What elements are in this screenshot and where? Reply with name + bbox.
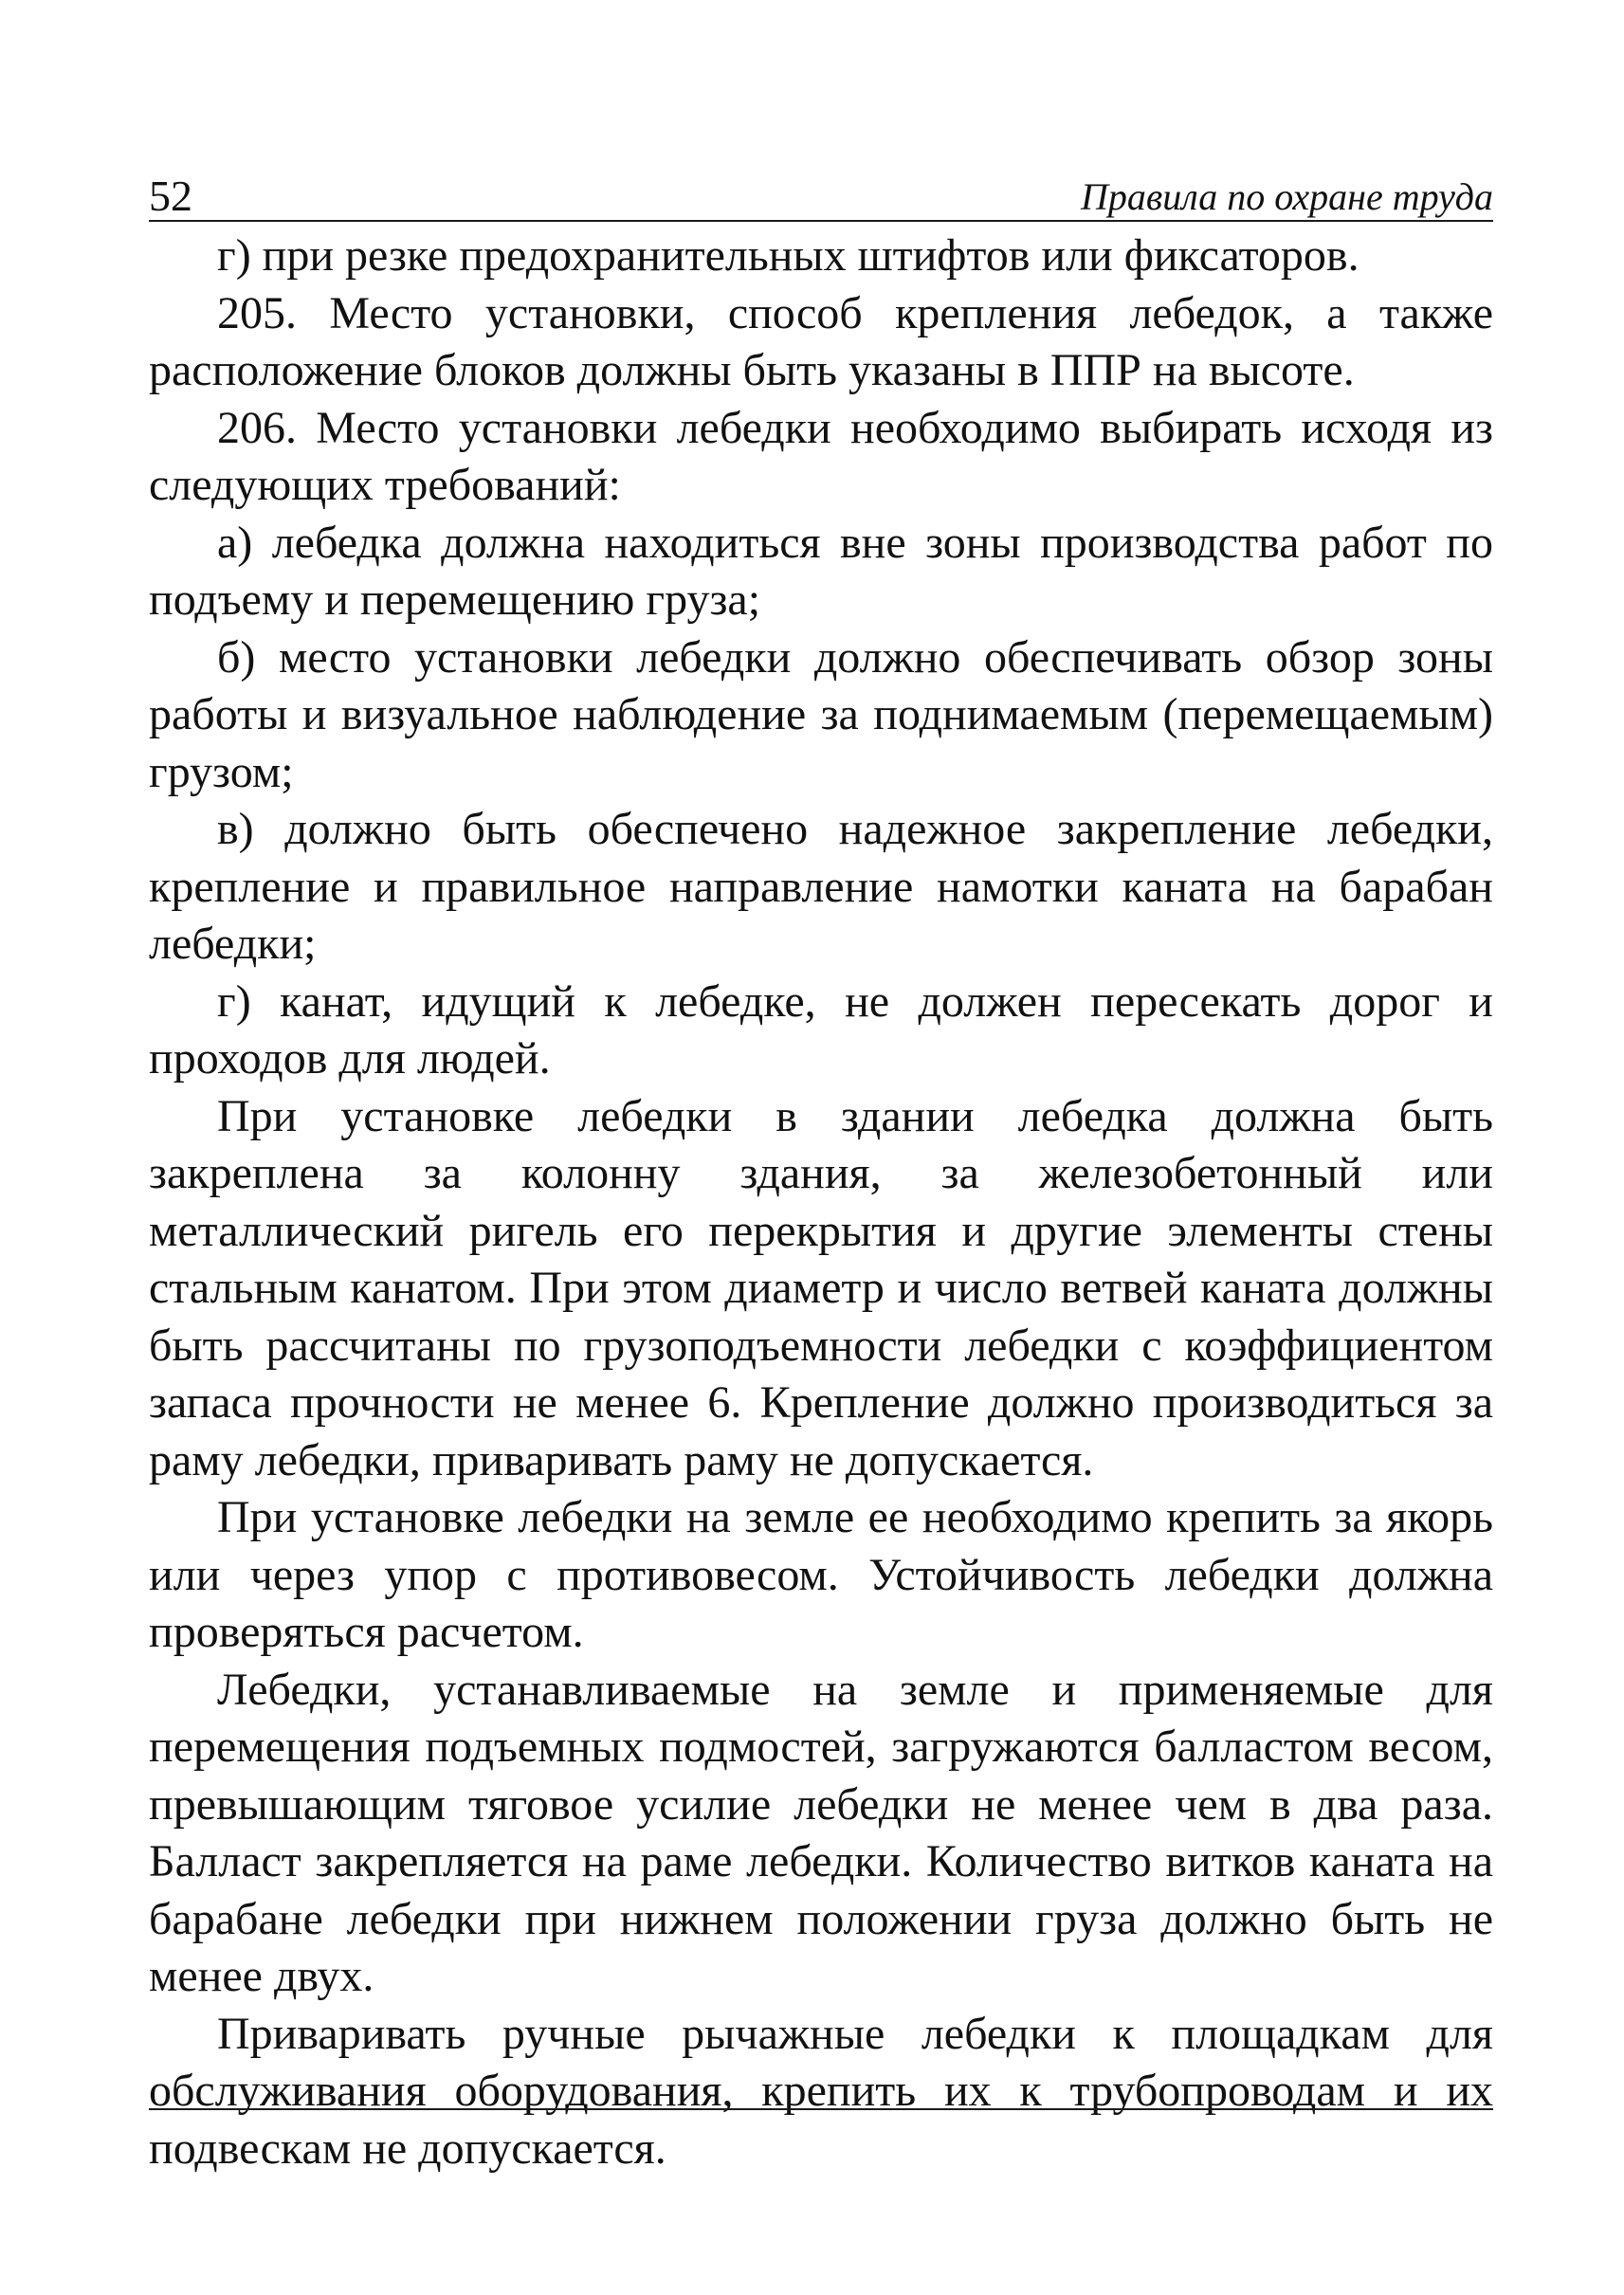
paragraph-item-a: а) лебедка должна находиться вне зоны производства работ по подъему и перемещению груза; (149, 517, 1493, 625)
paragraph-building-install: При установке лебедки в здании лебедка должна быть закреплена за колонну здания, за железобетонный или металлический ригель его перекрытия и другие элементы стены стальным канатом. При этом диаметр и число ветвей каната должны быть рассчитаны по грузоподъемности лебедки с коэффициентом запаса прочности не менее 6. Крепление должно производиться за раму лебедки, приваривать раму не допускается. (149, 1090, 1493, 1485)
paragraph-item-g-rope: г) канат, идущий к лебедке, не должен пересекать дорог и проходов для людей. (149, 975, 1493, 1084)
paragraph-205: 205. Место установки, способ крепления лебедок, а также расположение блоков должны быть указаны в ППР на высоте. (149, 287, 1493, 395)
page-number: 52 (149, 172, 192, 220)
running-title: Правила по охране труда (1081, 175, 1493, 218)
book-page (149, 161, 1493, 2177)
paragraph-item-b: б) место установки лебедки должно обеспечивать обзор зоны работы и визуальное наблюдение за поднимаемым (перемещаемым) грузом; (149, 631, 1493, 797)
footer-divider (149, 2108, 1493, 2110)
paragraph-welding-prohibited: Приваривать ручные рычажные лебедки к площадкам для обслуживания оборудования, крепить их к трубопроводам и их подвескам не допускается. (149, 2008, 1493, 2174)
paragraph-ballast: Лебедки, устанавливаемые на земле и применяемые для перемещения подъемных подмостей, загружаются балластом весом, превышающим тяговое усилие лебедки не менее чем в два раза. Балласт закрепляется на раме лебедки. Количество витков каната на барабане лебедки при нижнем положении груза должно быть не менее двух. (149, 1664, 1493, 2001)
paragraph-ground-install: При установке лебедки на земле ее необходимо крепить за якорь или через упор с противовесом. Устойчивость лебедки должна проверяться расчетом. (149, 1492, 1493, 1657)
paragraph-item-v: в) должно быть обеспечено надежное закрепление лебедки, крепление и правильное направление намотки каната на барабан лебедки; (149, 804, 1493, 969)
body-text (149, 228, 1493, 2177)
paragraph-206: 206. Место установки лебедки необходимо выбирать исходя из следующих требований: (149, 402, 1493, 510)
paragraph-item-g-cutting: г) при резке предохранительных штифтов или фиксаторов. (217, 230, 1359, 281)
page-header (149, 161, 1493, 222)
